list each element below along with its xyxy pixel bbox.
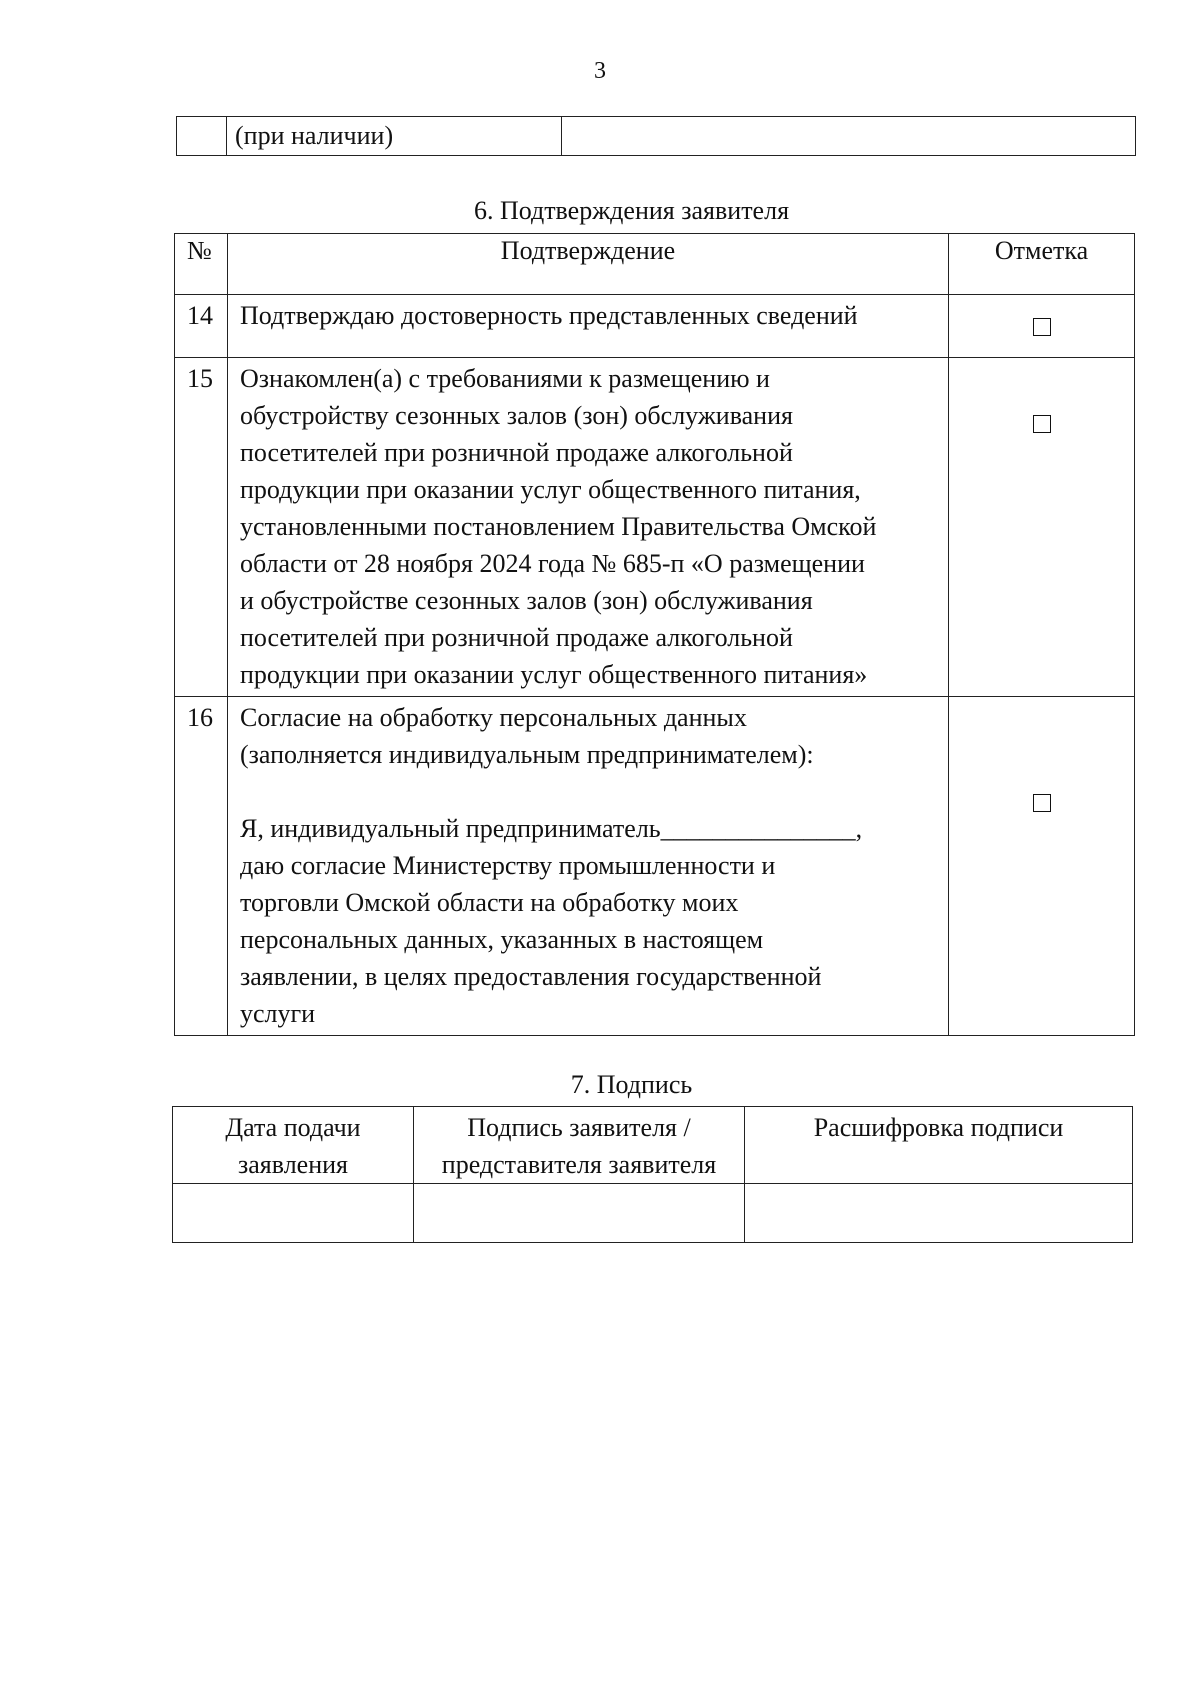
checkbox[interactable] — [1033, 318, 1051, 336]
continuation-table — [176, 116, 1136, 156]
header-row — [173, 1107, 1133, 1184]
text-line: заявлении, в целях предоставления государственной — [240, 962, 822, 991]
table-row — [177, 117, 1136, 156]
header-num: № — [175, 234, 228, 295]
header-signature — [414, 1107, 745, 1184]
transcript-field[interactable] — [745, 1184, 1133, 1243]
field-label: (при наличии) — [227, 117, 562, 156]
confirmation-text — [228, 697, 949, 1036]
page-number: 3 — [594, 58, 606, 84]
header-line: Дата подачи — [225, 1113, 361, 1142]
field-value[interactable] — [562, 117, 1136, 156]
text-line: продукции при оказании услуг общественного питания, — [240, 475, 861, 504]
table-row — [175, 697, 1135, 1036]
section-7-title: 7. Подпись — [570, 1070, 693, 1099]
checkbox[interactable] — [1033, 794, 1051, 812]
table-row — [175, 358, 1135, 697]
header-line: представителя заявителя — [441, 1150, 717, 1179]
text-line: и обустройстве сезонных залов (зон) обслуживания — [240, 586, 813, 615]
text-line: установленными постановлением Правительства Омской — [240, 512, 877, 541]
blank-cell — [177, 117, 227, 156]
date-field[interactable] — [173, 1184, 414, 1243]
table-row — [173, 1184, 1133, 1243]
checkbox[interactable] — [1033, 415, 1051, 433]
mark-cell — [949, 295, 1135, 358]
header-line: заявления — [237, 1150, 348, 1179]
text-line: Подтверждаю достоверность представленных сведений — [240, 301, 858, 330]
header-line: Подпись заявителя / — [467, 1113, 691, 1142]
row-number: 16 — [175, 697, 228, 1036]
header-row — [175, 234, 1135, 295]
text-line: персональных данных, указанных в настоящем — [240, 925, 764, 954]
header-transcript — [745, 1107, 1133, 1184]
table-row — [175, 295, 1135, 358]
signature-table — [172, 1106, 1133, 1243]
text-line: посетителей при розничной продаже алкогольной — [240, 438, 793, 467]
text-line: посетителей при розничной продаже алкогольной — [240, 623, 793, 652]
mark-cell — [949, 697, 1135, 1036]
confirmation-text — [228, 295, 949, 358]
header-line: Расшифровка подписи — [813, 1113, 1064, 1142]
text-line: даю согласие Министерству промышленности и — [240, 851, 776, 880]
header-confirmation: Подтверждение — [228, 234, 949, 295]
text-line: Я, индивидуальный предприниматель_______________, — [240, 814, 863, 843]
header-mark: Отметка — [949, 234, 1135, 295]
mark-cell — [949, 358, 1135, 697]
text-line: Согласие на обработку персональных данных — [240, 703, 747, 732]
text-line: услуги — [240, 999, 316, 1028]
text-line: торговли Омской области на обработку моих — [240, 888, 739, 917]
confirmations-table — [174, 233, 1135, 1036]
signature-field[interactable] — [414, 1184, 745, 1243]
confirmation-text — [228, 358, 949, 697]
text-line: (заполняется индивидуальным предпринимателем): — [240, 740, 814, 769]
text-line: продукции при оказании услуг общественного питания» — [240, 660, 868, 689]
header-date — [173, 1107, 414, 1184]
text-line — [240, 773, 938, 810]
text-line: обустройству сезонных залов (зон) обслуживания — [240, 401, 793, 430]
text-line: области от 28 ноября 2024 года № 685-п «О размещении — [240, 549, 865, 578]
section-6-title: 6. Подтверждения заявителя — [473, 196, 790, 225]
row-number: 15 — [175, 358, 228, 697]
text-line: Ознакомлен(а) с требованиями к размещению и — [240, 364, 770, 393]
row-number: 14 — [175, 295, 228, 358]
